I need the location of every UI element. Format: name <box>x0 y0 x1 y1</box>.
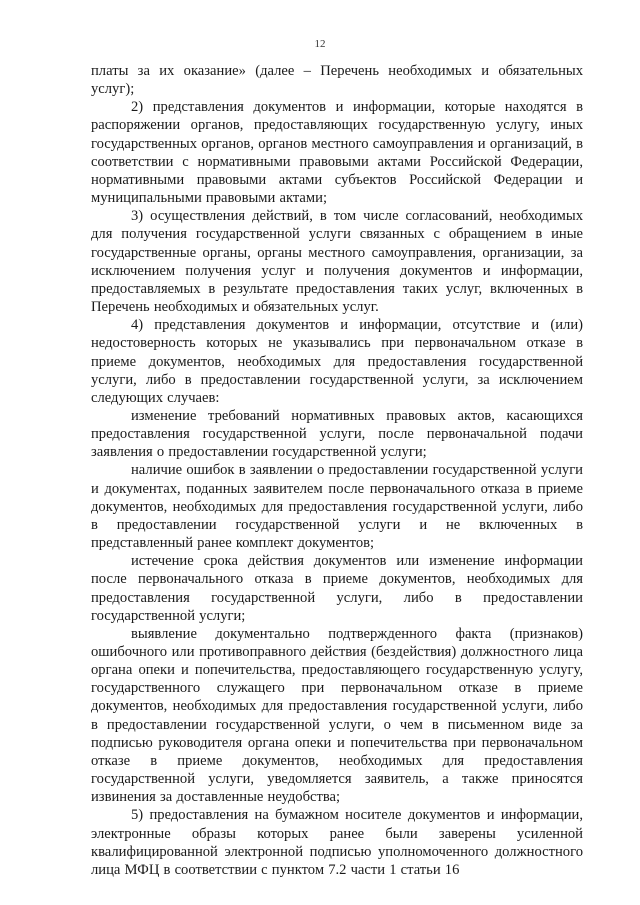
paragraph-item-2: 2) представления документов и информации, которые находятся в распоряжении органов, предоставляющих государственную услугу, иных государственных органов, органов местного самоуправления и организаций, в соответствии с нормативными правовыми актами Российской Федерации, нормативными правовыми актами субъектов Российской Федерации и муниципальными правовыми актами; <box>91 99 583 207</box>
paragraph-exception-misconduct: выявление документально подтвержденного факта (признаков) ошибочного или противоправного действия (бездействия) должностного лица органа опеки и попечительства, предоставляющего государственную услугу, государственного служащего при первоначальном отказе в приеме документов, необходимых для предоставления государственной услуги, либо в предоставлении государственной услуги, о чем в письменном виде за подписью руководителя органа опеки и попечительства при первоначальном отказе в приеме документов, необходимых для предоставления государственной услуги, уведомляется заявитель, а также приносятся извинения за доставленные неудобства; <box>91 625 583 806</box>
paragraph-exception-requirements-change: изменение требований нормативных правовых актов, касающихся предоставления государственной услуги, после первоначальной подачи заявления о предоставлении государственной услуги; <box>91 407 583 461</box>
document-body <box>91 62 583 879</box>
paragraph-continuation: платы за их оказание» (далее – Перечень необходимых и обязательных услуг); <box>91 63 583 98</box>
paragraph-exception-errors: наличие ошибок в заявлении о предоставлении государственной услуги и документах, поданных заявителем после первоначального отказа в приеме документов, необходимых для предоставления государственной услуги, либо в предоставлении государственной услуги и не включенных в представленный ранее комплект документов; <box>91 462 583 552</box>
paragraph-exception-expiry: истечение срока действия документов или изменение информации после первоначального отказа в приеме документов, необходимых для предоставления государственной услуги, либо в предоставлении государственной услуги; <box>91 553 583 624</box>
paragraph-item-5: 5) предоставления на бумажном носителе документов и информации, электронные образы которых ранее были заверены усиленной квалифицированной электронной подписью уполномоченного должностного лица МФЦ в соответствии с пунктом 7.2 части 1 статьи 16 <box>91 807 583 878</box>
page-number: 12 <box>314 38 326 50</box>
paragraph-item-4: 4) представления документов и информации, отсутствие и (или) недостоверность которых не указывались при первоначальном отказе в приеме документов, необходимых для предоставления государственной услуги, либо в предоставлении государственной услуги, за исключением следующих случаев: <box>91 317 583 406</box>
paragraph-item-3: 3) осуществления действий, в том числе согласований, необходимых для получения государственной услуги связанных с обращением в иные государственные органы, органы местного самоуправления, организации, за исключением получения услуг и получения документов и информации, предоставляемых в результате предоставления таких услуг, включенных в Перечень необходимых и обязательных услуг. <box>91 208 583 316</box>
